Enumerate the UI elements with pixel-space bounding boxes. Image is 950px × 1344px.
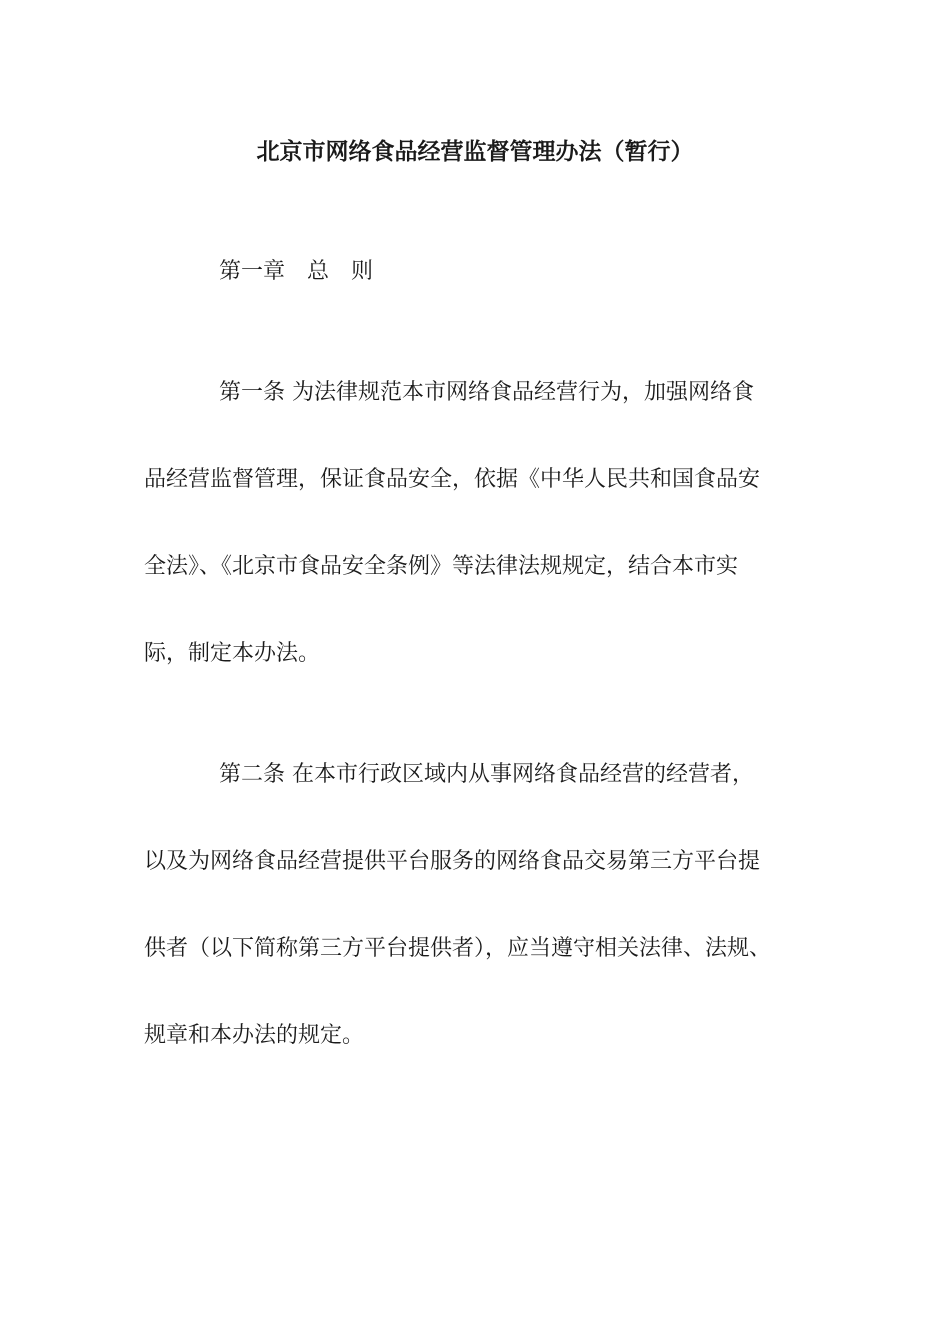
article-1-line: 品经营监督管理，保证食品安全，依据《中华人民共和国食品安 [144,467,761,492]
document-title: 北京市网络食品经营监督管理办法（暂行） [256,139,694,165]
article-2-line: 第二条 在本市行政区域内从事网络食品经营的经营者， [219,762,754,787]
article-2-line: 供者（以下简称第三方平台提供者），应当遵守相关法律、法规、 [144,936,772,961]
chapter-heading: 第一章 总 则 [219,259,374,284]
article-1-line: 全法》、《北京市食品安全条例》等法律法规规定，结合本市实 [144,554,739,579]
article-2-line: 规章和本办法的规定。 [144,1023,365,1048]
article-1-line: 际，制定本办法。 [144,641,321,666]
article-2-line: 以及为网络食品经营提供平台服务的网络食品交易第三方平台提 [144,849,761,874]
article-1-line: 第一条 为法律规范本市网络食品经营行为，加强网络食 [219,380,754,405]
